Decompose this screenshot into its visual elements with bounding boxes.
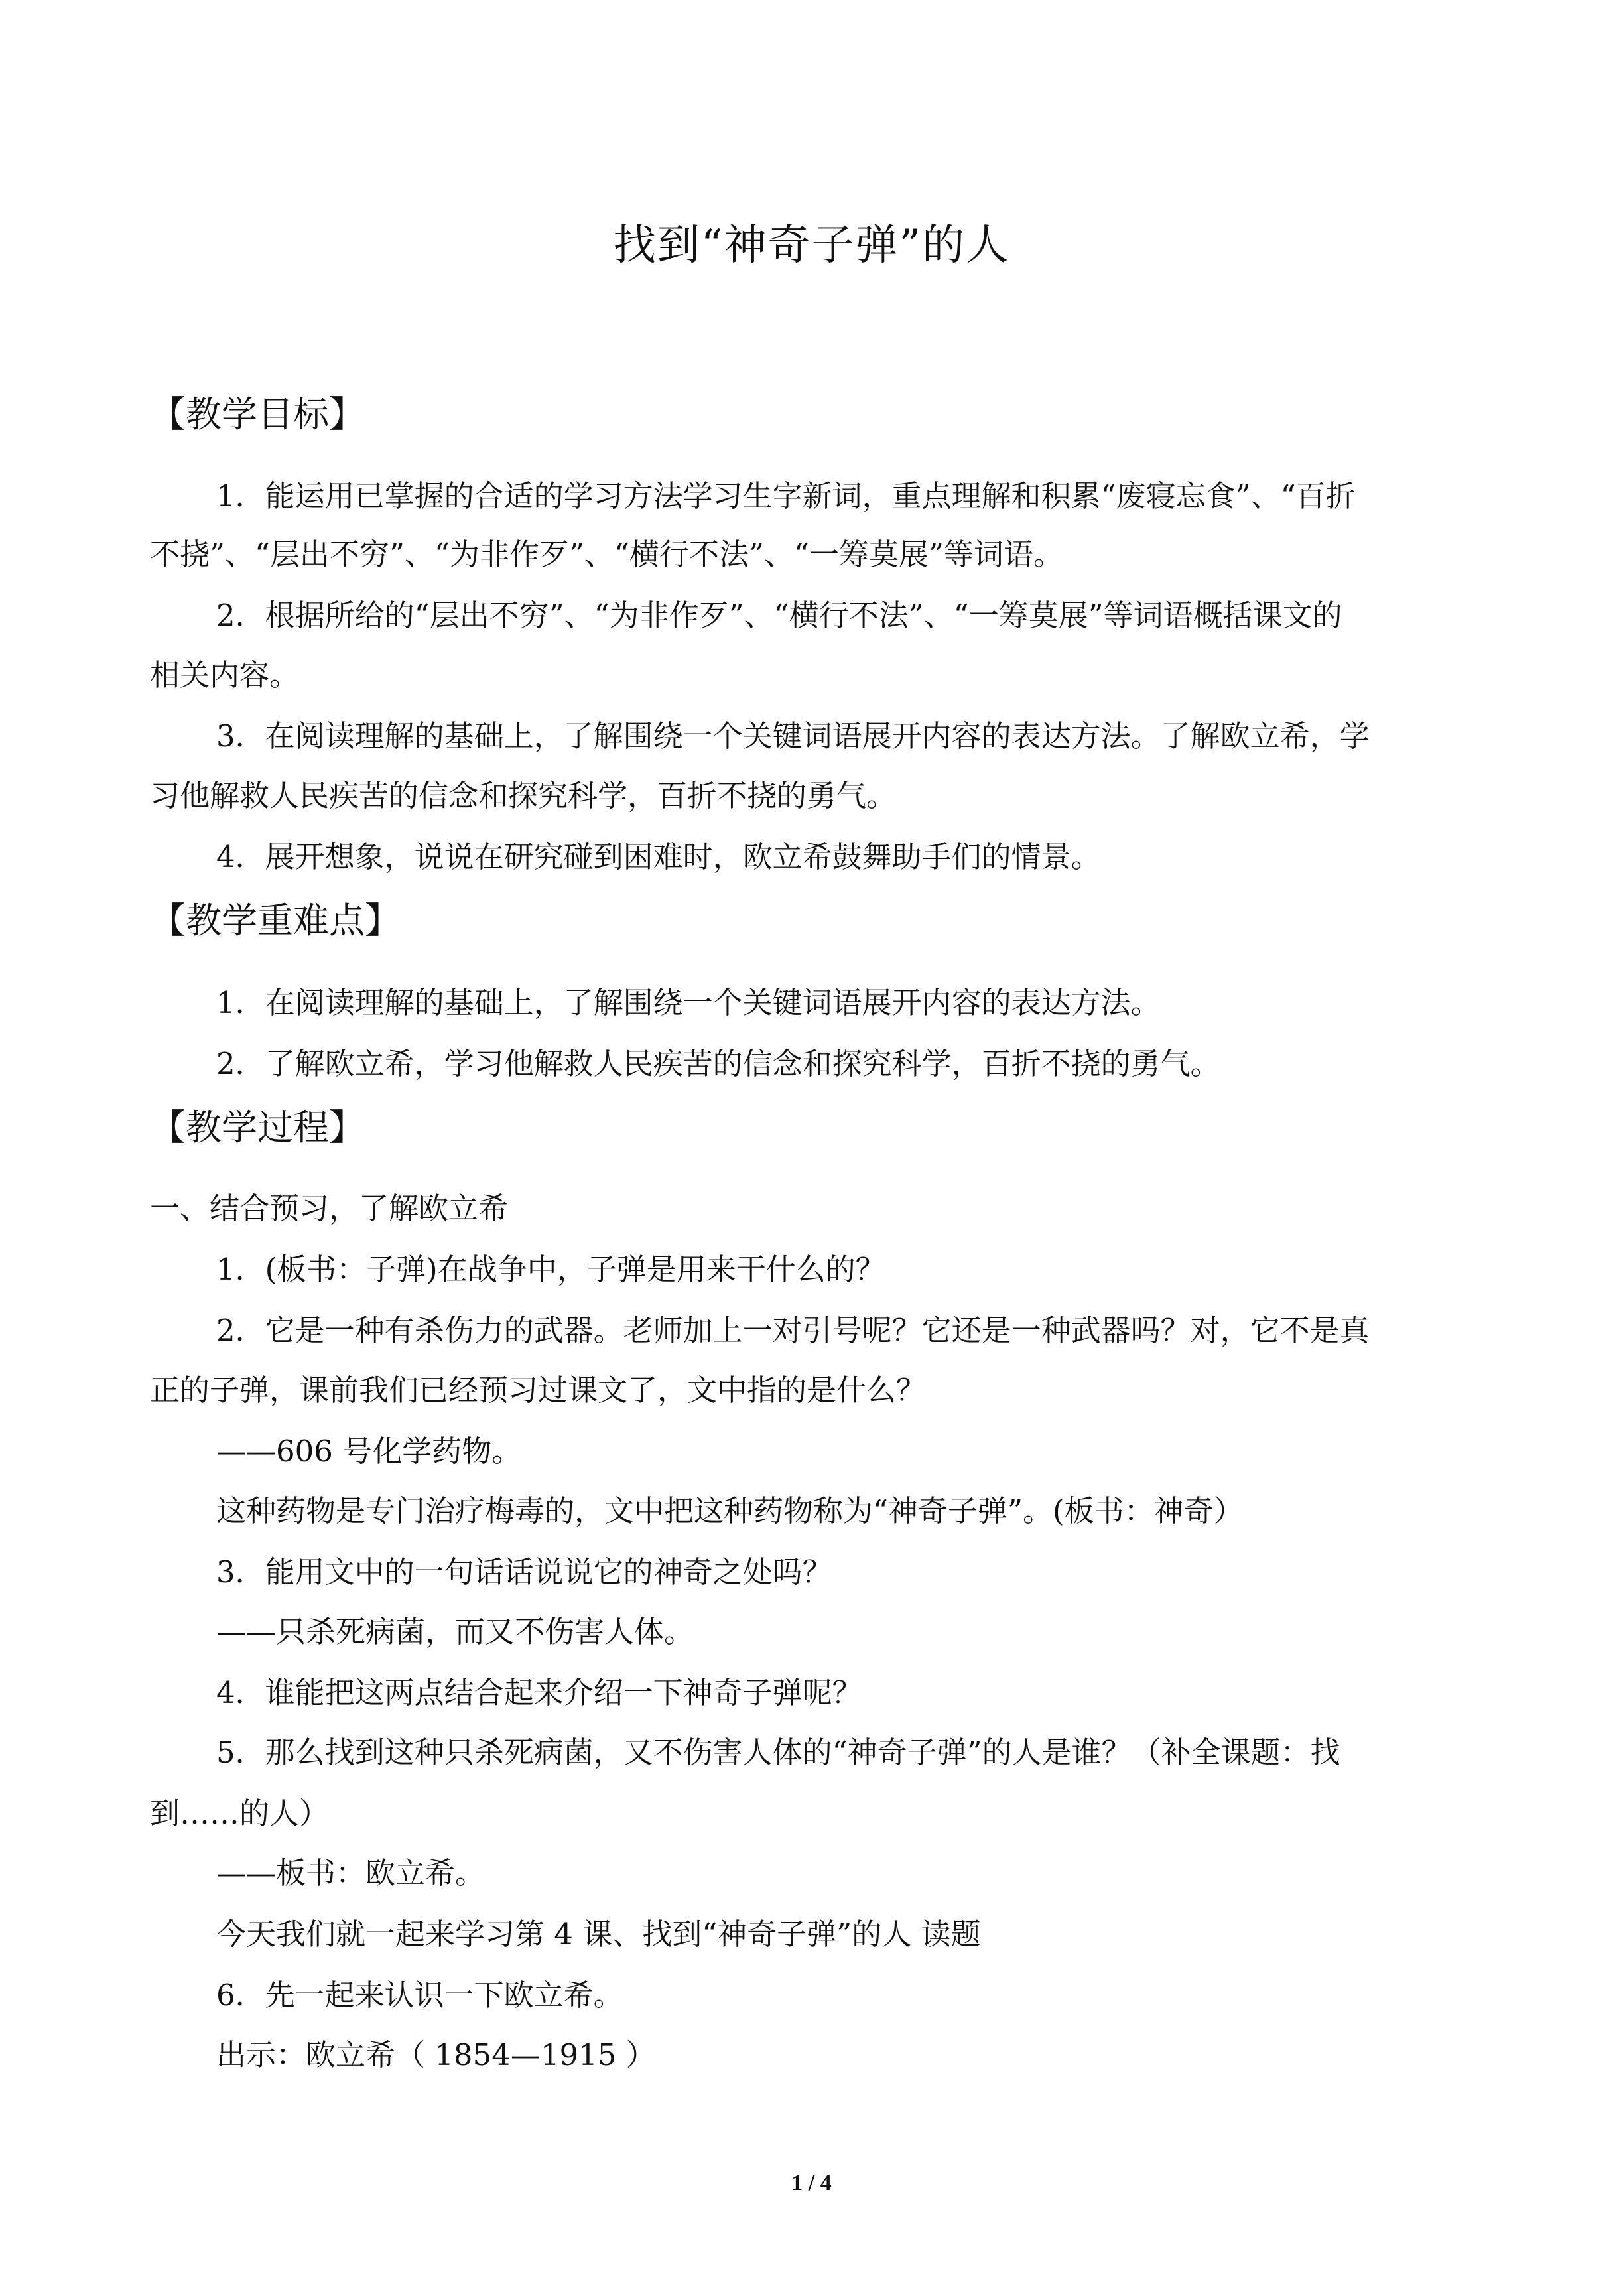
process-line: ——606 号化学药物。	[216, 1434, 522, 1469]
process-line: 一、结合预习，了解欧立希	[150, 1191, 509, 1226]
process-line: 2．它是一种有杀伤力的武器。老师加上一对引号呢？它还是一种武器吗？对，它不是真	[216, 1313, 1370, 1348]
page-number: 1 / 4	[791, 2171, 832, 2195]
process-line: 出示：欧立希（ 1854—1915 ）	[216, 2037, 656, 2072]
keypoints-line: 2．了解欧立希，学习他解救人民疾苦的信念和探究科学，百折不挠的勇气。	[216, 1046, 1220, 1081]
process-line: 今天我们就一起来学习第 4 课、找到“神奇子弹”的人 读题	[216, 1917, 981, 1952]
process-line: 到……的人）	[150, 1796, 330, 1831]
process-line: 1．(板书：子弹)在战争中，子弹是用来干什么的？	[216, 1252, 885, 1287]
goals-line: 相关内容。	[150, 657, 300, 693]
section-heading-process: 【教学过程】	[150, 1107, 365, 1148]
page-title: 找到“神奇子弹”的人	[613, 221, 1010, 270]
process-line: 这种药物是专门治疗梅毒的，文中把这种药物称为“神奇子弹”。(板书：神奇）	[216, 1493, 1244, 1528]
keypoints-line: 1．在阅读理解的基础上，了解围绕一个关键词语展开内容的表达方法。	[216, 985, 1161, 1020]
process-line: 5．那么找到这种只杀死病菌，又不伤害人体的“神奇子弹”的人是谁？（补全课题：找	[216, 1735, 1340, 1770]
goals-line: 2．根据所给的“层出不穷”、“为非作歹”、“横行不法”、“一筹莫展”等词语概括课文的	[216, 598, 1342, 633]
process-line: ——板书：欧立希。	[216, 1856, 486, 1891]
process-line: 3．能用文中的一句话话说说它的神奇之处吗？	[216, 1554, 832, 1589]
process-line: ——只杀死病菌，而又不伤害人体。	[216, 1614, 694, 1649]
section-heading-keypoints: 【教学重难点】	[150, 900, 401, 941]
goals-line: 4．展开想象，说说在研究碰到困难时，欧立希鼓舞助手们的情景。	[216, 839, 1101, 874]
process-line: 正的子弹，课前我们已经预习过课文了，文中指的是什么？	[150, 1373, 927, 1408]
process-line: 6．先一起来认识一下欧立希。	[216, 1978, 623, 2013]
process-line: 4．谁能把这两点结合起来介绍一下神奇子弹呢？	[216, 1675, 862, 1710]
goals-line: 习他解救人民疾苦的信念和探究科学，百折不挠的勇气。	[150, 778, 897, 813]
goals-line: 3．在阅读理解的基础上，了解围绕一个关键词语展开内容的表达方法。了解欧立希，学	[216, 718, 1370, 754]
goals-line: 1．能运用已掌握的合适的学习方法学习生字新词，重点理解和积累“废寝忘食”、“百折	[216, 478, 1356, 513]
section-heading-goals: 【教学目标】	[150, 393, 365, 435]
goals-line: 不挠”、“层出不穷”、“为非作歹”、“横行不法”、“一筹莫展”等词语。	[150, 537, 1064, 572]
